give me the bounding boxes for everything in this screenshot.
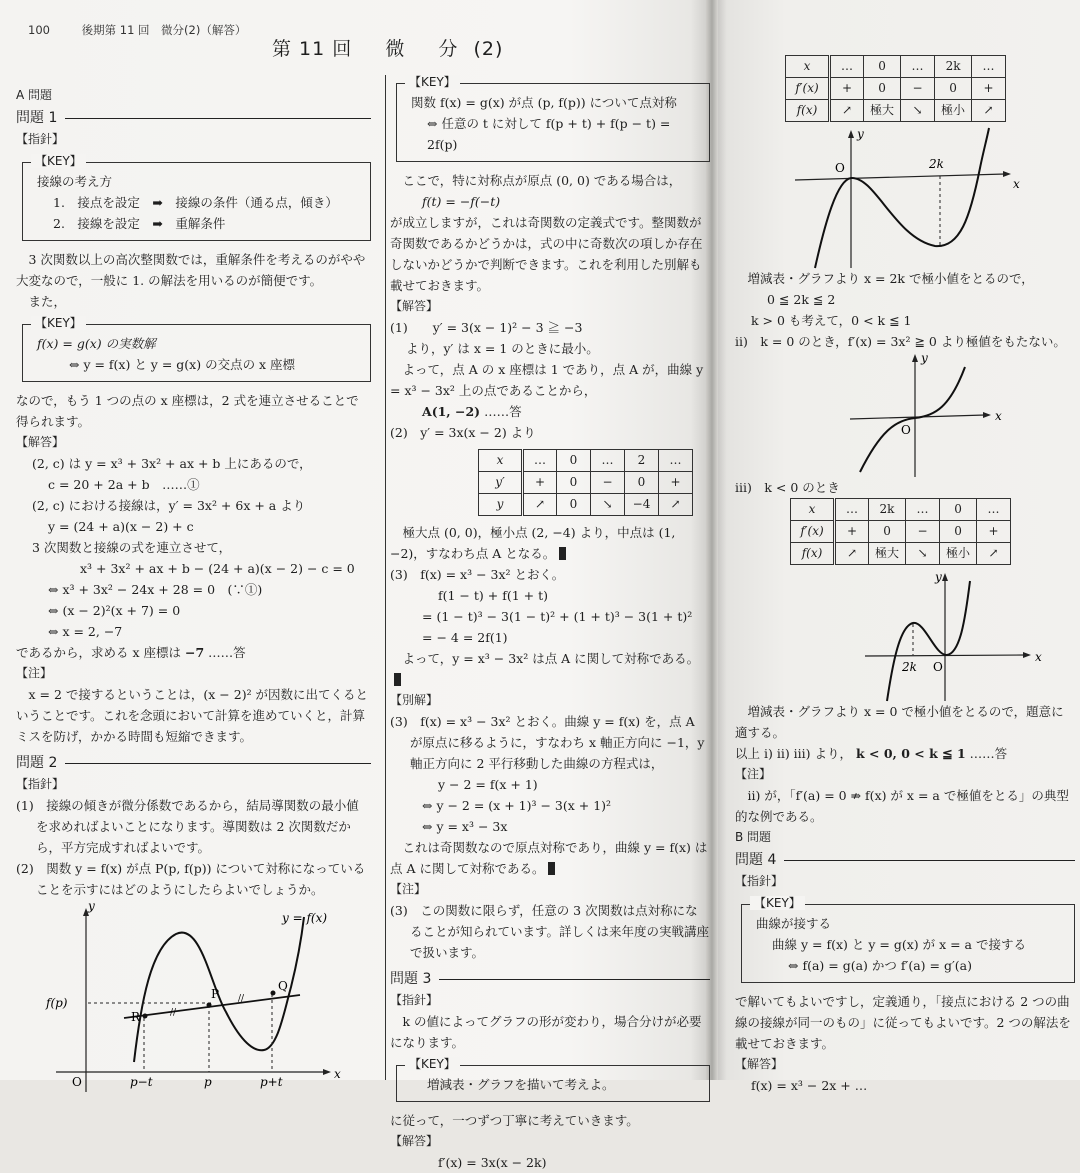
problem-4-heading	[735, 850, 1075, 871]
table-cell: 極大	[864, 100, 901, 122]
point-q-label: Q	[278, 979, 288, 993]
variation-table	[478, 449, 693, 516]
answer-line	[390, 401, 710, 422]
paragraph: また，	[28, 294, 67, 309]
text: これは奇関数なので原点対称であり，曲線 y = f(x) は点 A に関して対称である。	[390, 840, 708, 876]
key-line: ⇔ 任意の t に対して f(p + t) + f(p − t) = 2f(p)	[427, 116, 671, 152]
hint-item: (2) 関数 y = f(x) が点 P(p, f(p)) について対称になっていることを示すにはどのようにしたらよいでしょうか。	[16, 861, 366, 897]
section-a-label: A 問題	[16, 88, 53, 102]
hint-label: 【指針】	[390, 993, 439, 1007]
answer-line: (2, c) は y = x³ + 3x² + ax + b 上にあるので，	[32, 456, 312, 471]
answer-mark: ……答	[484, 404, 522, 419]
paragraph: より，y′ は x = 1 のときに最小。	[406, 341, 599, 356]
answer-line: (2, c) における接線は，y′ = 3x² + 6x + a より	[32, 498, 306, 513]
symmetry-graph	[16, 899, 356, 1102]
table-cell: y	[479, 494, 523, 516]
fp-label: f(p)	[46, 996, 68, 1010]
paragraph: 増減表・グラフより x = 2k で極小値をとるので，	[747, 271, 1034, 286]
problem-1-heading	[16, 108, 371, 129]
key-label: 【KEY】	[405, 1057, 460, 1071]
text: 極大点 (0, 0)，極小点 (2, −4) より，中点は (1, −2)，すなわち点 A となる。	[390, 525, 676, 561]
table-cell: …	[906, 499, 940, 521]
paragraph	[390, 522, 710, 564]
key-heading: 曲線が接する	[756, 916, 832, 931]
answer-value: k < 0, 0 < k ≦ 1	[856, 746, 966, 761]
table-cell: ↗	[523, 494, 557, 516]
paragraph	[390, 648, 710, 690]
axis-y-label: y	[88, 899, 95, 913]
summary-text: 以上 i) ii) iii) より，	[735, 746, 853, 761]
conclusion-text: であるから，求める x 座標は	[16, 645, 181, 660]
axis-y-label: y	[935, 570, 942, 584]
table-cell: ↗	[835, 543, 869, 565]
tick-label: p−t	[130, 1075, 153, 1089]
key-label: 【KEY】	[31, 316, 86, 330]
heading-rule	[65, 763, 371, 764]
chapter-part: (2)	[473, 38, 504, 60]
paragraph: ここで，特に対称点が原点 (0, 0) である場合は，	[402, 173, 682, 188]
key-box-symmetry	[396, 75, 710, 162]
table-cell: f(x)	[786, 100, 830, 122]
table-cell: ↗	[972, 100, 1006, 122]
equation: f(1 − t) + f(1 + t)	[438, 588, 548, 603]
axis-x-label: x	[995, 409, 1002, 423]
table-cell: +	[977, 521, 1011, 543]
equation: ⇔ y − 2 = (x + 1)³ − 3(x + 1)²	[422, 798, 612, 813]
table-cell: x	[479, 450, 523, 472]
table-cell: …	[659, 450, 693, 472]
table-cell: +	[830, 78, 864, 100]
column-3	[735, 55, 1075, 1096]
axis-x-label: x	[334, 1067, 341, 1081]
case-line: iii) k < 0 のとき	[735, 480, 840, 495]
key-line: f(x) = g(x) の実数解	[37, 336, 156, 351]
point-p-label: P	[211, 987, 220, 1001]
alt-solution-label: 【別解】	[390, 693, 439, 707]
note-label: 【注】	[735, 767, 772, 781]
table-cell: 0	[625, 472, 659, 494]
origin-label: O	[933, 660, 943, 674]
table-cell: 2	[625, 450, 659, 472]
tick-label: 2k	[902, 660, 917, 674]
column-2	[385, 75, 710, 1170]
table-cell: f′(x)	[786, 78, 830, 100]
table-cell: 0	[557, 450, 591, 472]
table-cell: y′	[479, 472, 523, 494]
table-cell: +	[835, 521, 869, 543]
paragraph: k の値によってグラフの形が変わり，場合分けが必要になります。	[390, 1014, 702, 1050]
table-cell: …	[977, 499, 1011, 521]
paragraph: よって，点 A の x 座標は 1 であり，点 A が，曲線 y = x³ − 3x² 上の点であることから，	[390, 362, 704, 398]
equation: f(t) = −f(−t)	[422, 194, 501, 209]
table-cell: x	[786, 56, 830, 78]
chapter-number: 第 11 回	[272, 38, 353, 60]
qed-mark	[394, 673, 401, 686]
table-cell: +	[523, 472, 557, 494]
hint-label: 【指針】	[735, 874, 784, 888]
running-header	[28, 22, 246, 38]
answer-line: y = (24 + a)(x − 2) + c	[48, 519, 194, 534]
table-cell: 0	[864, 78, 901, 100]
curve-label: y = f(x)	[282, 911, 328, 925]
case-line: ii) k = 0 のとき，f′(x) = 3x² ≧ 0 より極値をもたない。	[735, 334, 1066, 349]
answer-label: 【解答】	[390, 299, 439, 313]
origin-label: O	[835, 161, 845, 175]
paragraph: 3 次関数以上の高次整関数では，重解条件を考えるのがやや大変なので，一般に 1. の解法を用いるのが簡便です。	[16, 252, 366, 288]
key-label: 【KEY】	[31, 154, 86, 168]
table-cell: x	[791, 499, 835, 521]
table-cell: 極大	[869, 543, 906, 565]
paragraph: (3) f(x) = x³ − 3x² とおく。曲線 y = f(x) を，点 A が原点に移るように，すなわち x 軸正方向に −1，y 軸正方向に 2 平行移動した曲線の方程式は，	[390, 714, 705, 771]
heading-rule	[65, 118, 371, 119]
table-cell: ↗	[977, 543, 1011, 565]
key-line: 曲線 y = f(x) と y = g(x) が x = a で接する	[772, 937, 1026, 952]
answer-value: A(1, −2)	[422, 404, 481, 419]
key-label: 【KEY】	[750, 896, 805, 910]
table-cell: ↘	[591, 494, 625, 516]
axis-y-label: y	[921, 351, 928, 365]
tick-label: 2k	[929, 157, 944, 171]
axis-x-label: x	[1035, 650, 1042, 664]
key-box-tangent-curves	[741, 896, 1075, 983]
note-text: ii) が，「f′(a) = 0 ⇏ f(x) が x = a で極値をとる」の典型的な例である。	[735, 788, 1069, 824]
answer-line: x³ + 3x² + ax + b − (24 + a)(x − 2) − c = 0	[80, 561, 355, 576]
equation: (1) y′ = 3(x − 1)² − 3 ≧ −3	[390, 320, 583, 335]
equation: = (1 − t)³ − 3(1 − t)² + (1 + t)³ − 3(1 + t)²	[422, 609, 693, 624]
table-cell: −4	[625, 494, 659, 516]
problem-2-heading	[16, 753, 371, 774]
chapter-word-2: 分	[438, 38, 459, 60]
table-cell: 0	[935, 78, 972, 100]
qed-mark	[559, 547, 566, 560]
origin-label: O	[901, 423, 911, 437]
table-cell: 0	[940, 499, 977, 521]
table-cell: −	[901, 78, 935, 100]
table-cell: +	[972, 78, 1006, 100]
key-box-real-roots	[22, 316, 371, 382]
paragraph: に従って，一つずつ丁寧に考えていきます。	[390, 1113, 639, 1128]
graph-k-positive	[765, 128, 1065, 268]
paragraph: が成立しますが，これは奇関数の定義式です。整関数が奇関数であるかどうかは，式の中に奇数次の項しか存在しないかどうかで判断できます。これを利用した別解も載せておきます。	[390, 215, 703, 293]
key-label: 【KEY】	[405, 75, 460, 89]
answer-line: 3 次関数と接線の式を連立させて，	[32, 540, 232, 555]
table-cell: ↗	[830, 100, 864, 122]
axis-y-label: y	[857, 127, 864, 141]
svg-text://: //	[170, 1008, 177, 1018]
key-line: ⇔ f(a) = g(a) かつ f′(a) = g′(a)	[788, 958, 972, 973]
table-cell: 極小	[935, 100, 972, 122]
table-cell: f′(x)	[791, 521, 835, 543]
key-line: ⇔ y = f(x) と y = g(x) の交点の x 座標	[69, 357, 296, 372]
table-cell: 極小	[940, 543, 977, 565]
column-1	[16, 85, 371, 1102]
note-text: x = 2 で接するということは，(x − 2)² が因数に出てくるということです。これを念頭において計算を進めていくと，計算ミスを防げ，かかる時間も短縮できます。	[16, 687, 369, 744]
table-cell: …	[972, 56, 1006, 78]
problem-4-title: 問題 4	[735, 852, 777, 868]
problem-1-title: 問題 1	[16, 110, 58, 126]
answer-label: 【解答】	[16, 435, 65, 449]
answer-mark: ……答	[969, 746, 1008, 761]
equation: ⇔ y = x³ − 3x	[422, 819, 508, 834]
hint-item: (1) 接線の傾きが微分係数であるから，結局導関数の最小値を求めればよいことになります。導関数は 2 次関数だから，平方完成すればよいです。	[16, 798, 359, 855]
key-line: 増減表・グラフを描いて考えよ。	[427, 1077, 615, 1092]
variation-table-k-negative	[790, 498, 1011, 565]
chapter-word-1: 微	[385, 38, 406, 60]
equation: (2) y′ = 3x(x − 2) より	[390, 425, 536, 440]
key-box-tangent	[22, 154, 371, 241]
answer-value: −7	[184, 645, 205, 660]
problem-3-heading	[390, 969, 710, 990]
table-cell: 0	[869, 521, 906, 543]
key-item-1: 1. 接点を設定 ➡ 接線の条件（通る点，傾き）	[53, 195, 338, 210]
table-cell: …	[901, 56, 935, 78]
equation: f′(x) = 3x(x − 2k)	[438, 1155, 547, 1170]
answer-line: c = 20 + 2a + b ……①	[48, 477, 200, 492]
problem-3-title: 問題 3	[390, 971, 432, 987]
table-cell: 0	[557, 494, 591, 516]
table-cell: 0	[864, 56, 901, 78]
table-cell: f(x)	[791, 543, 835, 565]
table-cell: …	[835, 499, 869, 521]
chapter-title	[272, 34, 529, 61]
problem-2-title: 問題 2	[16, 755, 58, 771]
table-cell: …	[523, 450, 557, 472]
answer-label: 【解答】	[390, 1134, 439, 1148]
answer-line: ⇔ x = 2, −7	[48, 624, 123, 639]
heading-rule	[439, 979, 710, 980]
axis-x-label: x	[1013, 177, 1020, 191]
conclusion-line	[16, 642, 371, 663]
text: よって，y = x³ − 3x² は点 A に関して対称である。	[402, 651, 700, 666]
answer-line: ⇔ x³ + 3x² − 24x + 28 = 0 (∵①)	[48, 582, 263, 597]
equation: = − 4 = 2f(1)	[422, 630, 508, 645]
answer-mark: ……答	[208, 645, 246, 660]
qed-mark	[548, 862, 555, 875]
paragraph: 増減表・グラフより x = 0 で極小値をとるので，題意に適する。	[735, 704, 1064, 740]
summary-line	[735, 743, 1075, 764]
table-cell: −	[591, 472, 625, 494]
paragraph: なので，もう 1 つの点の x 座標は，2 式を連立させることで得られます。	[16, 393, 359, 429]
equation: f(x) = x³ − 2x + …	[751, 1078, 868, 1093]
paragraph: で解いてもよいですし，定義通り，「接点における 2 つの曲線の接線が同一のもの」に従ってもよいです。2 つの解法を載せておきます。	[735, 994, 1071, 1051]
hint-label: 【指針】	[16, 132, 65, 146]
running-title: 後期第 11 回 微分(2)（解答）	[81, 23, 247, 37]
tick-label: p+t	[260, 1075, 283, 1089]
table-cell: 2k	[935, 56, 972, 78]
graph-k-negative	[765, 571, 1065, 701]
paragraph	[390, 837, 710, 879]
tick-label: p	[204, 1075, 212, 1089]
section-b-label: B 問題	[735, 830, 772, 844]
key-item-2: 2. 接線を設定 ➡ 重解条件	[53, 216, 226, 231]
table-cell: ↘	[901, 100, 935, 122]
svg-text://: //	[238, 994, 245, 1004]
heading-rule	[784, 860, 1075, 861]
equation: (3) f(x) = x³ − 3x² とおく。	[390, 567, 565, 582]
table-cell: ↘	[906, 543, 940, 565]
note-text: (3) この関数に限らず，任意の 3 次関数は点対称になることが知られています。詳しくは来年度の実戦講座で扱います。	[390, 903, 710, 960]
table-cell: …	[591, 450, 625, 472]
table-cell: 0	[557, 472, 591, 494]
key-line: 関数 f(x) = g(x) が点 (p, f(p)) について点対称	[411, 95, 677, 110]
key-box-graph	[396, 1057, 710, 1102]
answer-line: ⇔ (x − 2)²(x + 7) = 0	[48, 603, 181, 618]
note-label: 【注】	[16, 666, 53, 680]
table-cell: +	[659, 472, 693, 494]
note-label: 【注】	[390, 882, 427, 896]
answer-label: 【解答】	[735, 1057, 784, 1071]
equation: 0 ≦ 2k ≦ 2	[767, 292, 836, 307]
graph-k-zero	[765, 352, 1065, 477]
table-cell: …	[830, 56, 864, 78]
page-number: 100	[28, 23, 50, 37]
point-r-label: R	[131, 1010, 141, 1024]
hint-label: 【指針】	[16, 777, 65, 791]
table-cell: −	[906, 521, 940, 543]
table-cell: ↗	[659, 494, 693, 516]
table-cell: 0	[940, 521, 977, 543]
paragraph: k > 0 も考えて，0 < k ≦ 1	[751, 313, 912, 328]
table-cell: 2k	[869, 499, 906, 521]
variation-table-k-positive	[785, 55, 1006, 122]
origin-label: O	[72, 1075, 82, 1089]
equation: y − 2 = f(x + 1)	[438, 777, 538, 792]
key-heading: 接線の考え方	[37, 174, 113, 189]
